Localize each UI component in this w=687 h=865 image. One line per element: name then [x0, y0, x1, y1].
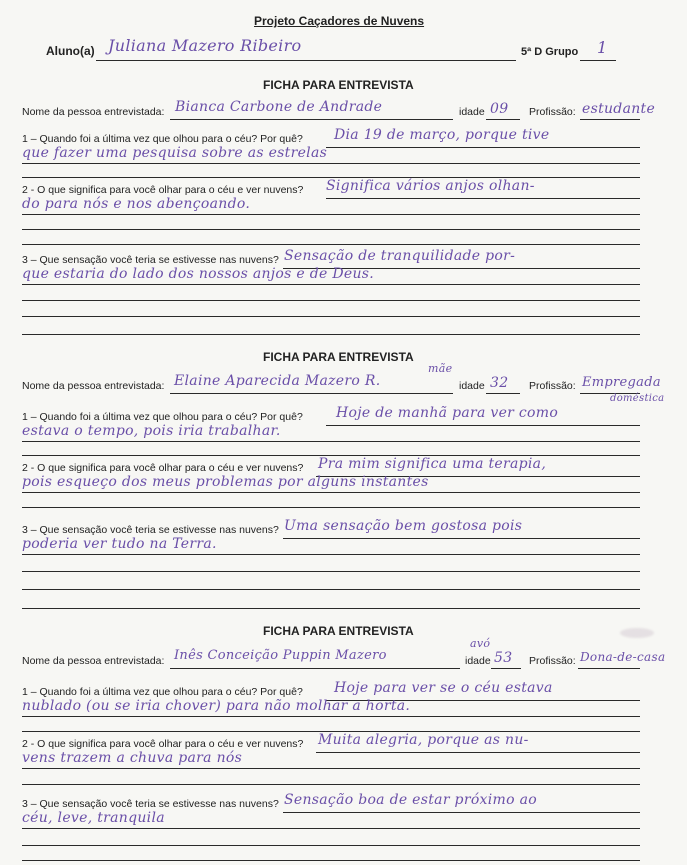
ficha-title-2: FICHA PARA ENTREVISTA	[263, 350, 414, 364]
group-number: 1	[597, 38, 608, 57]
answer-1-3-line2: nublado (ou se iria chover) para não molhar a horta.	[22, 698, 411, 714]
profession-label-3: Profissão:	[529, 655, 576, 667]
answer-3-2-line2: poderia ver tudo na Terra.	[22, 536, 217, 552]
question-3-2: 3 – Que sensação você teria se estivesse nas nuvens?	[22, 524, 279, 536]
age-label-1: idade	[459, 106, 485, 118]
age-label-3: idade	[465, 655, 491, 667]
name-label-1: Nome da pessoa entrevistada:	[22, 106, 165, 118]
class-label: 5ª D Grupo	[521, 46, 579, 58]
answer-2-2-line2: pois esqueço dos meus problemas por alguns instantes	[22, 474, 429, 490]
answer-3-2-line1: Uma sensação bem gostosa pois	[284, 518, 523, 534]
project-title: Projeto Caçadores de Nuvens	[254, 14, 425, 28]
answer-2-2-line1: Pra mim significa uma terapia,	[318, 456, 547, 472]
name-label-3: Nome da pessoa entrevistada:	[22, 655, 165, 667]
answer-1-2-line2: estava o tempo, pois iria trabalhar.	[22, 423, 281, 439]
question-3-3: 3 – Que sensação você teria se estivesse nas nuvens?	[22, 798, 279, 810]
answer-3-3-line2: céu, leve, tranquila	[22, 810, 165, 826]
profession-extra-2: doméstica	[610, 393, 665, 404]
ficha-title-3: FICHA PARA ENTREVISTA	[263, 624, 414, 638]
interviewee-name-3: Inês Conceição Puppin Mazero	[174, 648, 387, 663]
student-name: Juliana Mazero Ribeiro	[108, 36, 302, 55]
age-1: 09	[490, 101, 509, 117]
answer-1-1-line2: que fazer uma pesquisa sobre as estrelas	[22, 145, 328, 161]
question-2-2: 2 - O que significa para você olhar para o céu e ver nuvens?	[22, 462, 304, 474]
profession-3: Dona-de-casa	[580, 650, 666, 664]
answer-3-3-line1: Sensação boa de estar próximo ao	[284, 792, 537, 808]
question-2-3: 2 - O que significa para você olhar para o céu e ver nuvens?	[22, 738, 304, 750]
answer-3-1-line1: Sensação de tranquilidade por-	[284, 248, 516, 264]
question-2-1: 2 - O que significa para você olhar para o céu e ver nuvens?	[22, 184, 304, 196]
profession-label-2: Profissão:	[529, 380, 576, 392]
answer-1-2-line1: Hoje de manhã para ver como	[336, 405, 559, 421]
answer-1-3-line1: Hoje para ver se o céu estava	[334, 680, 553, 696]
relation-3: avó	[470, 637, 491, 650]
answer-2-3-line1: Muita alegria, porque as nu-	[318, 732, 529, 748]
interviewee-name-2: Elaine Aparecida Mazero R.	[174, 373, 381, 389]
interviewee-name-1: Bianca Carbone de Andrade	[175, 99, 383, 115]
profession-label-1: Profissão:	[529, 106, 576, 118]
answer-1-1-line1: Dia 19 de março, porque tive	[334, 127, 550, 143]
age-3: 53	[494, 650, 513, 666]
name-label-2: Nome da pessoa entrevistada:	[22, 380, 165, 392]
question-1-2: 1 – Quando foi a última vez que olhou para o céu? Por quê?	[22, 411, 303, 423]
student-label: Aluno(a)	[46, 44, 95, 58]
profession-2: Empregada	[582, 375, 661, 390]
answer-2-1-line2: do para nós e nos abençoando.	[22, 196, 251, 212]
answer-3-1-line2: que estaria do lado dos nossos anjos e de Deus.	[22, 266, 374, 282]
profession-1: estudante	[582, 101, 656, 117]
question-1-1: 1 – Quando foi a última vez que olhou para o céu? Por quê?	[22, 133, 303, 145]
age-2: 32	[490, 375, 509, 391]
question-1-3: 1 – Quando foi a última vez que olhou para o céu? Por quê?	[22, 686, 303, 698]
relation-2: mãe	[428, 362, 453, 375]
ficha-title-1: FICHA PARA ENTREVISTA	[263, 78, 414, 92]
answer-2-3-line2: vens trazem a chuva para nós	[22, 750, 243, 766]
age-label-2: idade	[459, 380, 485, 392]
answer-2-1-line1: Significa vários anjos olhan-	[326, 178, 535, 194]
question-3-1: 3 – Que sensação você teria se estivesse nas nuvens?	[22, 254, 279, 266]
